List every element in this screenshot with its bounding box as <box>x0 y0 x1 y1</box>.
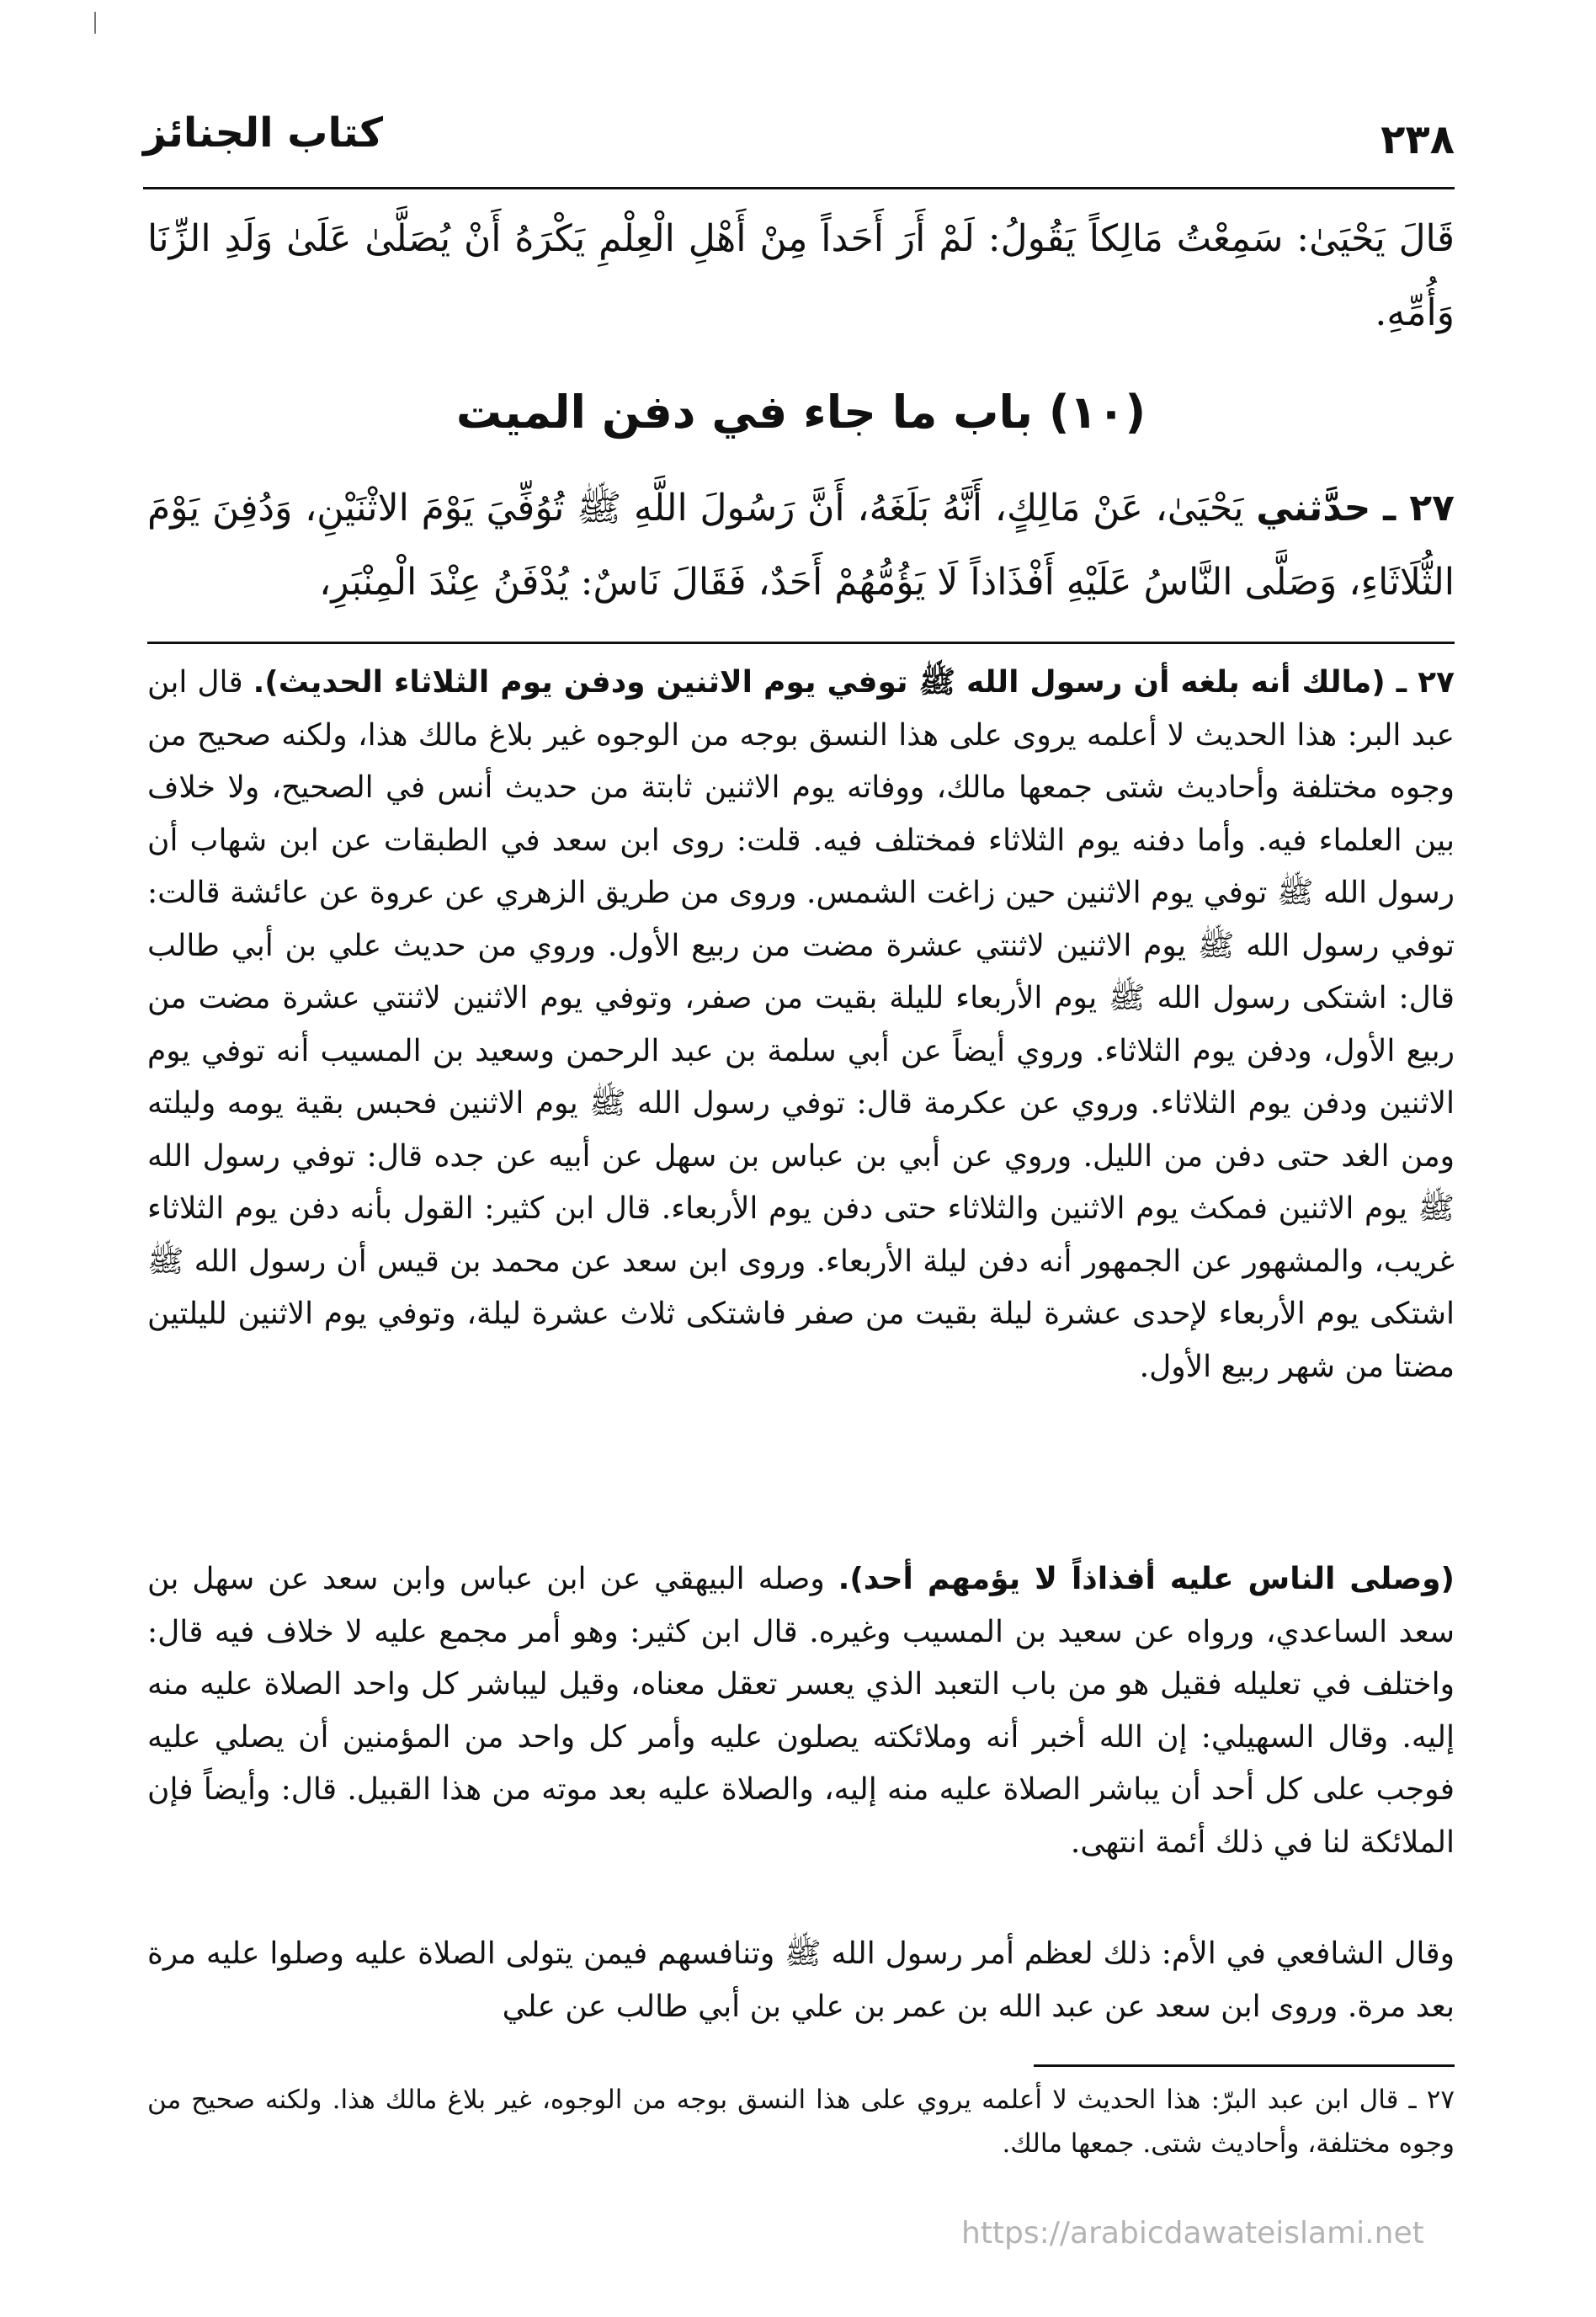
watermark-url: https://arabicdawateislami.net <box>961 2216 1424 2250</box>
commentary-text: قال ابن عبد البر: هذا الحديث لا أعلمه يروى على هذا النسق بوجه من الوجوه غير بلاغ مالك هذا، ولكنه صحيح من وجوه مختلفة وأحاديث شتى جمعها مالك، ووفاته يوم الاثنين ثابتة من حديث أنس في الصحيح، ولا خلاف بين العلماء فيه. وأما دفنه يوم الثلاثاء فمختلف فيه. قلت: روى ابن سعد في الطبقات عن ابن شهاب أن رسول الله ﷺ توفي يوم الاثنين حين زاغت الشمس. وروى من طريق الزهري عن عروة عن عائشة قالت: توفي رسول الله ﷺ يوم الاثنين لاثنتي عشرة مضت من ربيع الأول. وروي من حديث علي بن أبي طالب قال: اشتكى رسول الله ﷺ يوم الأربعاء لليلة بقيت من صفر، وتوفي يوم الاثنين لاثنتي عشرة مضت من ربيع الأول، ودفن يوم الثلاثاء. وروي أيضاً عن أبي سلمة بن عبد الرحمن وسعيد بن المسيب أنه توفي يوم الاثنين ودفن يوم الثلاثاء. وروي عن عكرمة قال: توفي رسول الله ﷺ يوم الاثنين فحبس بقية يومه وليلته ومن الغد حتى دفن من الليل. وروي عن أبي بن عباس بن سهل عن أبيه عن جده قال: توفي رسول الله ﷺ يوم الاثنين فمكث يوم الاثنين والثلاثاء حتى دفن يوم الأربعاء. قال ابن كثير: القول بأنه دفن يوم الثلاثاء غريب، والمشهور عن الجمهور أنه دفن ليلة الأربعاء. وروى ابن سعد عن محمد بن قيس أن رسول الله ﷺ اشتكى يوم الأربعاء لإحدى عشرة ليلة بقيت من صفر فاشتكى ثلاث عشرة ليلة، وتوفي يوم الاثنين لليلتين مضتا من شهر ربيع الأول. <box>147 665 1455 1384</box>
commentary-divider <box>147 642 1455 644</box>
commentary-paragraph <box>147 1553 1455 1869</box>
commentary-paragraph <box>147 1928 1455 2033</box>
scan-mark <box>94 12 96 34</box>
commentary-paragraph <box>147 657 1455 1393</box>
hadith-number: ٢٧ ـ <box>1383 487 1455 530</box>
intro-paragraph: قَالَ يَحْيَىٰ: سَمِعْتُ مَالِكاً يَقُولُ: لَمْ أَرَ أَحَداً مِنْ أَهْلِ الْعِلْمِ يَكْرَهُ أَنْ يُصَلَّىٰ عَلَىٰ وَلَدِ الزِّنَا وَأُمِّهِ. <box>147 217 1455 334</box>
book-title: كتاب الجنائز <box>143 109 384 157</box>
commentary-lemma: (وصلى الناس عليه أفذاذاً لا يؤمهم أحد). <box>838 1562 1455 1596</box>
hadith-text: يَحْيَىٰ، عَنْ مَالِكٍ، أَنَّهُ بَلَغَهُ، أَنَّ رَسُولَ اللَّهِ ﷺ تُوُفِّيَ يَوْمَ الاثْنَيْنِ، وَدُفِنَ يَوْمَ الثُّلَاثَاءِ، وَصَلَّى النَّاسُ عَلَيْهِ أَفْذَاذاً لَا يَؤُمُّهُمْ أَحَدٌ، فَقَالَ نَاسٌ: يُدْفَنُ عِنْدَ الْمِنْبَرِ، <box>147 487 1455 604</box>
footnote: ٢٧ ـ قال ابن عبد البرّ: هذا الحديث لا أعلمه يروي على هذا النسق بوجه من الوجوه، غير بلاغ مالك هذا. ولكنه صحيح من وجوه مختلفة، وأحاديث شتى. جمعها مالك. <box>147 2085 1455 2159</box>
page-number: ٢٣٨ <box>1381 116 1455 163</box>
hadith-lead: حدَّثني <box>1256 487 1371 530</box>
hadith-paragraph <box>147 471 1455 620</box>
chapter-heading: (١٠) باب ما جاء في دفن الميت <box>455 386 1146 439</box>
header-divider <box>143 187 1455 189</box>
commentary-lemma: ٢٧ ـ (مالك أنه بلغه أن رسول الله ﷺ توفي يوم الاثنين ودفن يوم الثلاثاء الحديث). <box>253 665 1455 700</box>
page-header <box>143 101 1455 185</box>
commentary-text: وقال الشافعي في الأم: ذلك لعظم أمر رسول الله ﷺ وتنافسهم فيمن يتولى الصلاة عليه وصلوا عليه مرة بعد مرة. وروى ابن سعد عن عبد الله بن عمر بن علي بن أبي طالب عن علي <box>147 1936 1455 2024</box>
footnote-divider <box>1034 2064 1455 2067</box>
commentary-text: وصله البيهقي عن ابن عباس وابن سعد عن سهل بن سعد الساعدي، ورواه عن سعيد بن المسيب وغيره. قال ابن كثير: وهو أمر مجمع عليه لا خلاف فيه قال: واختلف في تعليله فقيل هو من باب التعبد الذي يعسر تعقل معناه، وقيل ليباشر كل واحد الصلاة عليه منه إليه. وقال السهيلي: إن الله أخبر أنه وملائكته يصلون عليه وأمر كل واحد من المؤمنين أن يصلي عليه فوجب على كل أحد أن يباشر الصلاة عليه منه إليه، والصلاة عليه بعد موته من هذا القبيل. قال: وأيضاً فإن الملائكة لنا في ذلك أئمة انتهى. <box>147 1562 1455 1860</box>
